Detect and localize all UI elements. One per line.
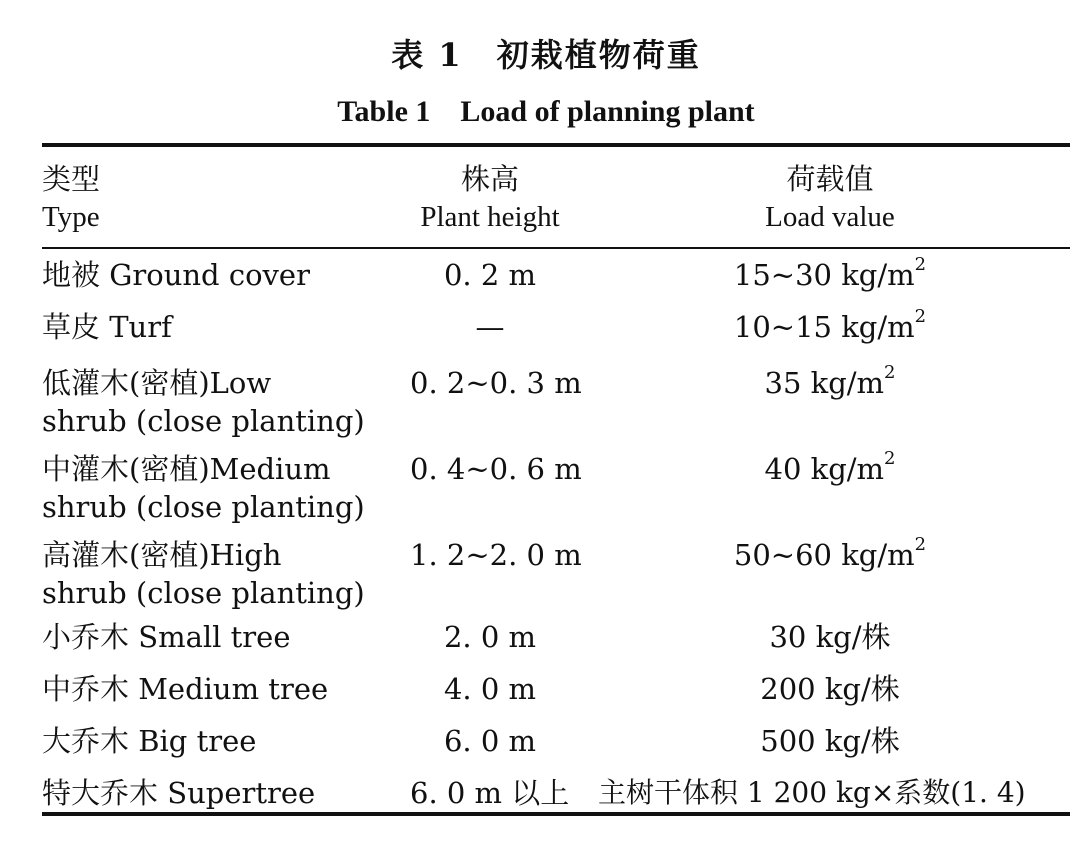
table-row-type: 小乔木 Small tree <box>42 620 291 654</box>
table-row-height: 6. 0 m 以上 <box>410 776 570 810</box>
load-value: 40 kg/m <box>764 452 885 486</box>
table-row-height: 0. 4~0. 6 m <box>410 452 582 486</box>
table-row-load <box>588 536 1072 574</box>
table-row-height: 0. 2~0. 3 m <box>410 366 582 400</box>
load-superscript: 2 <box>914 534 927 556</box>
type-line-1: 中灌木(密植)Medium <box>42 452 331 486</box>
load-value: 35 kg/m <box>764 366 885 400</box>
table-row-height: 0. 2 m <box>443 258 537 292</box>
header-height-en: Plant height <box>420 201 560 233</box>
table-row-load <box>588 364 1072 402</box>
load-superscript: 2 <box>884 448 896 470</box>
load-superscript: 2 <box>884 362 896 384</box>
header-type <box>42 160 100 236</box>
type-line-1: 低灌木(密植)Low <box>42 366 272 400</box>
load-superscript: 2 <box>914 306 927 328</box>
table-row-type: 特大乔木 Supertree <box>42 776 316 810</box>
table-header-rule <box>42 247 1070 249</box>
table-row-type <box>42 450 365 526</box>
header-height <box>368 160 612 236</box>
header-type-cn: 类型 <box>42 162 101 196</box>
table-row-load: 主树干体积 1 200 kg×系数(1. 4) <box>598 776 1026 809</box>
type-line-2: shrub (close planting) <box>42 490 365 524</box>
type-line-1: 高灌木(密植)High <box>42 538 282 572</box>
table-row-height: 1. 2~2. 0 m <box>410 538 582 572</box>
table-row-type: 大乔木 Big tree <box>42 724 257 758</box>
table-row-load: 200 kg/株 <box>760 672 900 706</box>
header-load <box>588 160 1072 236</box>
table-row-load: 500 kg/株 <box>760 724 900 758</box>
load-superscript: 2 <box>914 254 927 276</box>
table-row-load <box>588 256 1072 294</box>
table-caption-cn: 表 1 初栽植物荷重 <box>391 36 701 74</box>
table-top-rule <box>42 143 1070 147</box>
table-row-type: 中乔木 Medium tree <box>42 672 329 706</box>
type-line-2: shrub (close planting) <box>42 576 365 610</box>
load-value: 50~60 kg/m <box>733 538 915 572</box>
table-row-type: 草皮 Turf <box>42 310 172 344</box>
header-load-en: Load value <box>765 201 895 233</box>
table-row-type <box>42 364 365 440</box>
table-caption-en: Table 1 Load of planning plant <box>337 95 755 128</box>
table-row-height: 6. 0 m <box>443 724 537 758</box>
table-row-height: 4. 0 m <box>443 672 537 706</box>
header-height-cn: 株高 <box>460 162 519 196</box>
table-row-height: — <box>475 310 505 344</box>
header-load-cn: 荷载值 <box>786 162 874 196</box>
load-value: 10~15 kg/m <box>733 310 915 344</box>
load-value: 15~30 kg/m <box>733 258 915 292</box>
table-row-load: 30 kg/株 <box>769 620 891 654</box>
table-row-type <box>42 536 365 612</box>
table-row-height: 2. 0 m <box>443 620 537 654</box>
table-row-load <box>588 308 1072 346</box>
table-row-load <box>588 450 1072 488</box>
header-type-en: Type <box>42 201 100 233</box>
table-bottom-rule <box>42 812 1070 816</box>
type-line-2: shrub (close planting) <box>42 404 365 438</box>
table-row-type: 地被 Ground cover <box>42 258 310 292</box>
